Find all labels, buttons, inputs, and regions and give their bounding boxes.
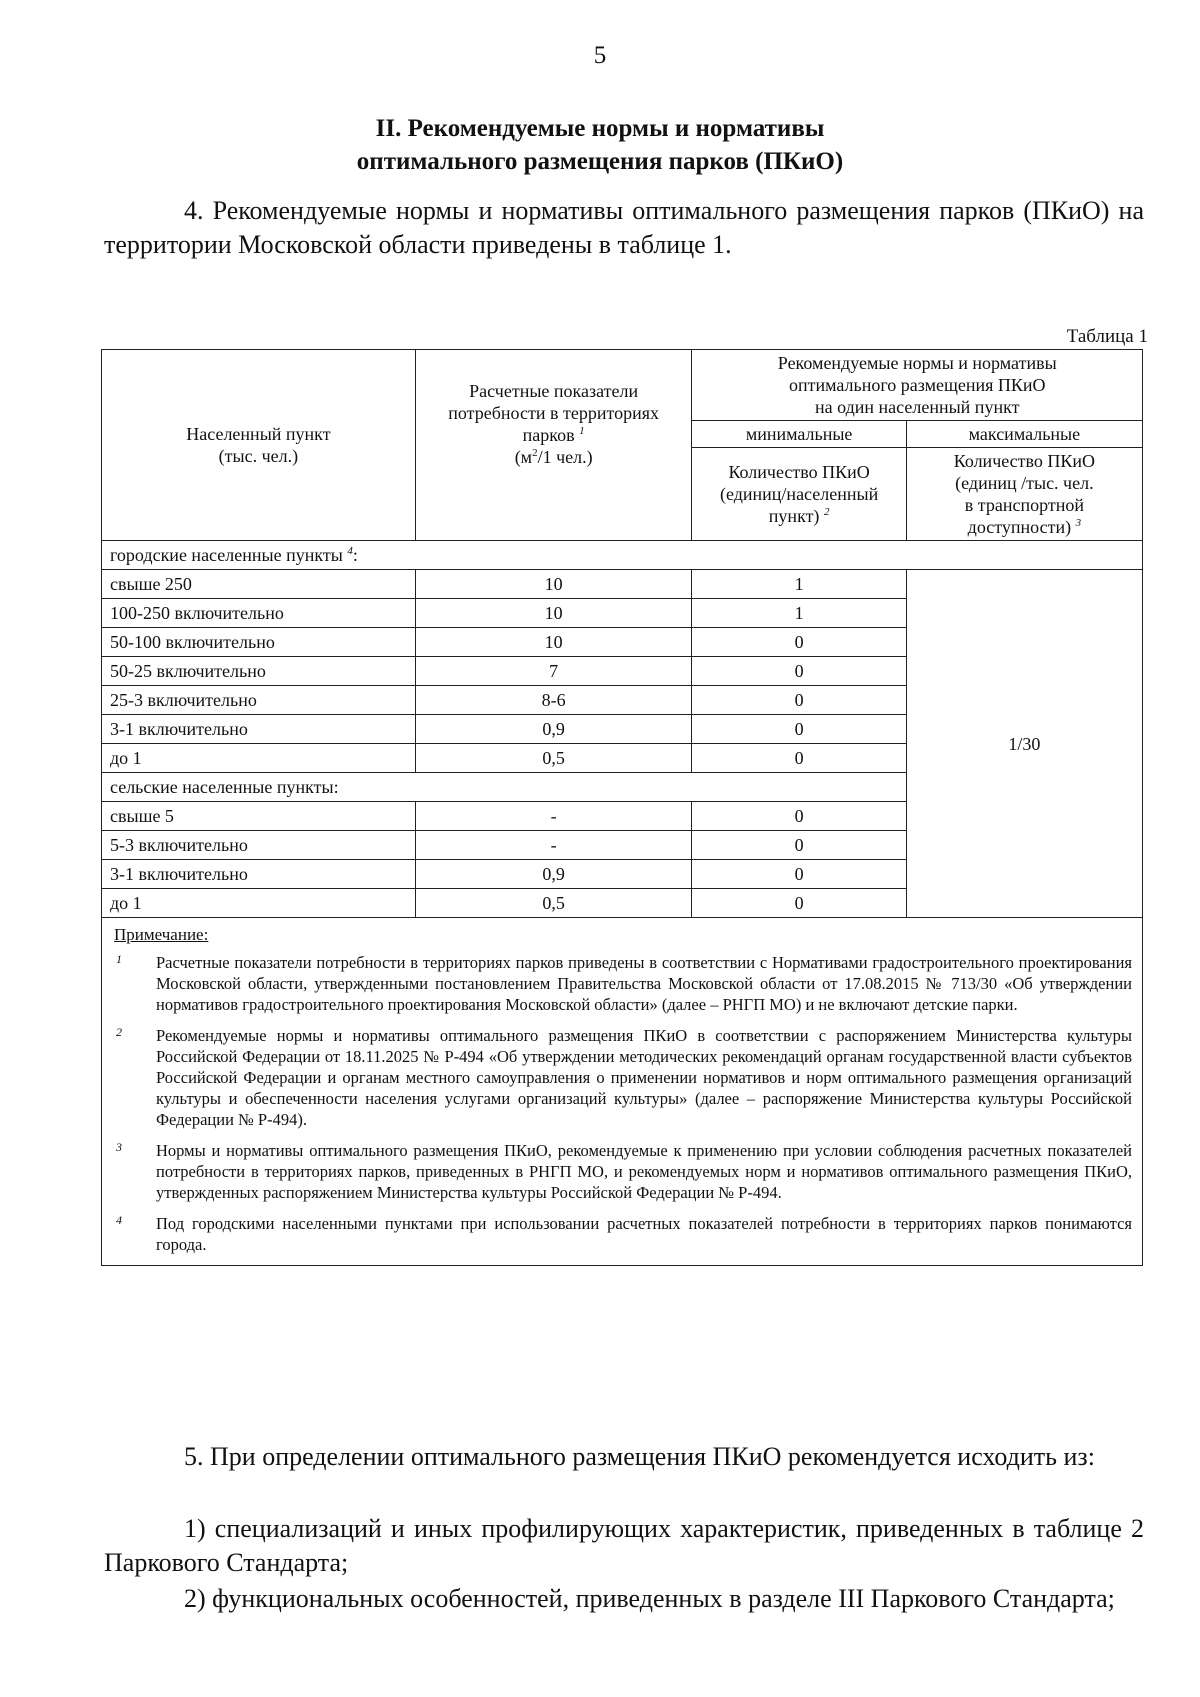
header-need-line3: парков: [522, 425, 575, 445]
row-min: 0: [692, 628, 906, 657]
header-max: максимальные: [906, 421, 1142, 448]
section-title-line1: II. Рекомендуемые нормы и нормативы: [375, 115, 825, 142]
note-text: Нормы и нормативы оптимального размещения ПКиО, рекомендуемые к применению при условии соблюдения расчетных показателей потребности в территориях парков, приведенных в РНГП МО, и рекомендуемых норм и нормативов оптимального размещения ПКиО, утвержденных распоряжением Министерства культуры Российской Федерации № Р-494.: [156, 1141, 1132, 1202]
row-settlement: 25-3 включительно: [102, 686, 416, 715]
header-settlement-label: Населенный пункт: [186, 424, 331, 444]
row-need: 8-6: [415, 686, 692, 715]
footnote-ref-3: 3: [1075, 517, 1082, 529]
header-max-detail: [906, 448, 1142, 541]
note-number: 3: [116, 1140, 122, 1154]
row-need: 0,9: [415, 860, 692, 889]
header-need-unit-sup: 2: [532, 447, 538, 459]
header-min-detail: [692, 448, 906, 541]
header-need-line1: Расчетные показатели: [469, 381, 639, 401]
row-min: 0: [692, 715, 906, 744]
row-need: 7: [415, 657, 692, 686]
header-max-line4: доступности): [967, 517, 1072, 537]
header-settlement: [102, 350, 416, 541]
row-need: 10: [415, 570, 692, 599]
row-need: -: [415, 831, 692, 860]
footnote-ref-4: 4: [347, 545, 353, 557]
notes-cell: [102, 918, 1143, 1266]
note-text: Под городскими населенными пунктами при использовании расчетных показателей потребности в территориях парков понимаются города.: [156, 1214, 1132, 1254]
row-min: 0: [692, 831, 906, 860]
urban-group-row: [102, 541, 1143, 570]
header-min-line1: Количество ПКиО: [728, 462, 870, 482]
row-settlement: свыше 250: [102, 570, 416, 599]
header-group-line2: оптимального размещения ПКиО: [788, 375, 1046, 395]
row-min: 1: [692, 599, 906, 628]
row-min: 0: [692, 686, 906, 715]
table-caption: Таблица 1: [1066, 326, 1148, 347]
row-need: 0,5: [415, 744, 692, 773]
note-number: 2: [116, 1025, 122, 1039]
row-settlement: 3-1 включительно: [102, 860, 416, 889]
row-settlement: свыше 5: [102, 802, 416, 831]
list-item-2: 2) функциональных особенностей, приведенных в разделе III Паркового Стандарта;: [184, 1584, 1115, 1613]
header-min-line2: (единиц/населенный: [720, 484, 879, 504]
urban-label: городские населенные пункты: [110, 545, 343, 565]
paragraph-5: 5. При определении оптимального размещения ПКиО рекомендуется исходить из:: [184, 1442, 1095, 1471]
rural-group-label: сельские населенные пункты:: [102, 773, 907, 802]
row-need: 10: [415, 628, 692, 657]
notes-row: [102, 918, 1143, 1266]
row-min: 0: [692, 860, 906, 889]
row-min: 0: [692, 744, 906, 773]
section-heading: [0, 112, 1200, 178]
header-group-line3: на один населенный пункт: [815, 397, 1020, 417]
row-need: 0,9: [415, 715, 692, 744]
row-settlement: 100-250 включительно: [102, 599, 416, 628]
paragraph-4: 4. Рекомендуемые нормы и нормативы оптимального размещения парков (ПКиО) на территории Московской области приведены в таблице 1.: [104, 196, 1144, 259]
header-group: [692, 350, 1143, 421]
header-max-line1: Количество ПКиО: [953, 451, 1096, 471]
header-settlement-unit: (тыс. чел.): [218, 446, 299, 466]
row-min: 0: [692, 802, 906, 831]
row-need: 0,5: [415, 889, 692, 918]
header-need-unit-post: /1 чел.): [537, 447, 593, 467]
row-need: 10: [415, 599, 692, 628]
row-min: 0: [692, 889, 906, 918]
table-row: [102, 570, 1143, 599]
row-need: -: [415, 802, 692, 831]
note-number: 4: [116, 1213, 122, 1227]
note-number: 1: [116, 952, 122, 966]
row-settlement: 5-3 включительно: [102, 831, 416, 860]
notes-title: Примечание:: [114, 925, 209, 944]
note-text: Расчетные показатели потребности в территориях парков приведены в соответствии с Нормативами градостроительного проектирования Московской области, утвержденными постановлением Правительства Московской области от 17.08.2015 № 713/30 «Об утверждении нормативов градостроительного проектирования Московской области» (далее – РНГП МО) и не включают детские парки.: [156, 953, 1132, 1014]
header-need-line2: потребности в территориях: [448, 403, 660, 423]
header-row-1: [102, 350, 1143, 421]
row-settlement: до 1: [102, 889, 416, 918]
header-need: [415, 350, 692, 541]
header-min-line3: пункт): [768, 506, 820, 526]
section-title-line2: оптимального размещения парков (ПКиО): [356, 148, 844, 175]
note-item: [112, 1025, 1132, 1130]
header-max-line2: (единиц /тыс. чел.: [955, 473, 1094, 493]
footnote-ref-1: 1: [579, 425, 585, 437]
header-min: минимальные: [692, 421, 906, 448]
note-item: [112, 1213, 1132, 1255]
note-item: [112, 952, 1132, 1015]
row-settlement: 50-25 включительно: [102, 657, 416, 686]
note-text: Рекомендуемые нормы и нормативы оптимального размещения ПКиО в соответствии с распоряжением Министерства культуры Российской Федерации от 18.11.2025 № Р-494 «Об утверждении методических рекомендаций органам государственной власти субъектов Российской Федерации и органам местного самоуправления о применении нормативов и норм оптимального размещения организаций культуры и обеспеченности населения услугами организаций культуры» (далее – распоряжение Министерства культуры Российской Федерации № Р-494).: [156, 1026, 1132, 1129]
footnote-ref-2: 2: [823, 506, 830, 518]
header-max-line3: в транспортной: [964, 495, 1084, 515]
row-settlement: 3-1 включительно: [102, 715, 416, 744]
note-item: [112, 1140, 1132, 1203]
page-number: 5: [593, 42, 607, 69]
max-value-cell: 1/30: [906, 570, 1142, 918]
urban-colon: :: [352, 545, 358, 565]
row-settlement: до 1: [102, 744, 416, 773]
row-settlement: 50-100 включительно: [102, 628, 416, 657]
row-min: 0: [692, 657, 906, 686]
urban-group-label: [102, 541, 1143, 570]
header-need-unit-pre: (м: [514, 447, 533, 467]
list-item-1: 1) специализаций и иных профилирующих характеристик, приведенных в таблице 2 Паркового Стандарта;: [104, 1514, 1144, 1577]
norms-table: [101, 349, 1143, 1266]
row-min: 1: [692, 570, 906, 599]
header-group-line1: Рекомендуемые нормы и нормативы: [777, 353, 1057, 373]
